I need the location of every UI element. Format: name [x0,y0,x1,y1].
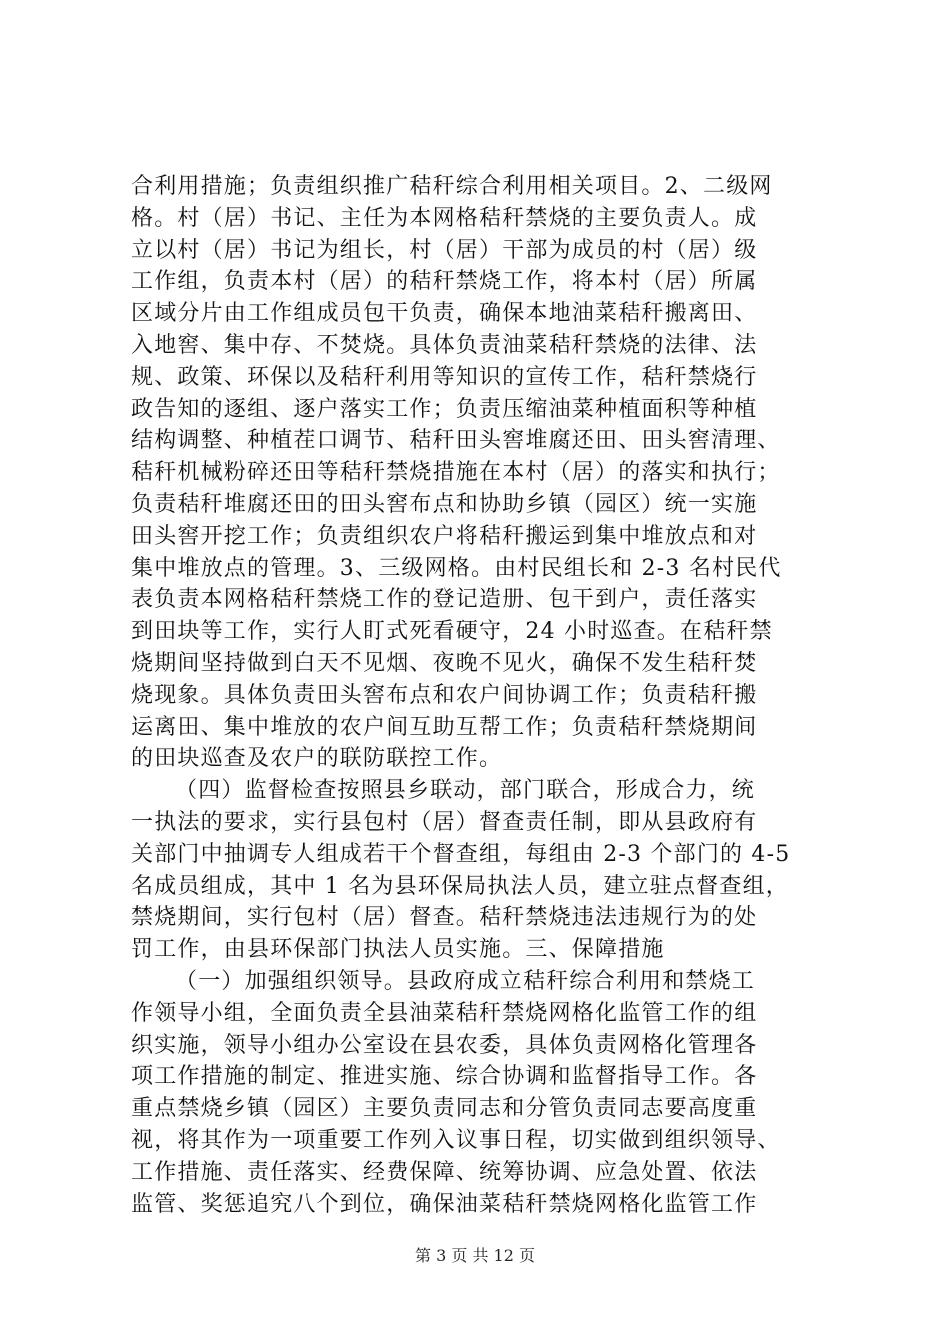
text-line: 重点禁烧乡镇（园区）主要负责同志和分管负责同志要高度重 [131,1096,758,1122]
text-line: 烧现象。具体负责田头窖布点和农户间协调工作；负责秸秆搬 [131,682,758,708]
text-line: 结构调整、种植茬口调节、秸秆田头窖堆腐还田、田头窖清理、 [131,428,781,454]
text-line: 罚工作，由县环保部门执法人员实施。三、保障措施 [131,937,665,963]
text-line: 格。村（居）书记、主任为本网格秸秆禁烧的主要负责人。成 [131,205,758,231]
text-line: 秸秆机械粉碎还田等秸秆禁烧措施在本村（居）的落实和执行； [131,460,781,486]
text-line: 合利用措施；负责组织推广秸秆综合利用相关项目。2、二级网 [131,174,773,199]
text-line: 田头窖开挖工作；负责组织农户将秸秆搬运到集中堆放点和对 [131,523,758,549]
text-line: 的田块巡查及农户的联防联控工作。 [131,746,503,772]
text-line: （一）加强组织领导。县政府成立秸秆综合利用和禁烧工 [175,968,756,994]
text-line: （四）监督检查按照县乡联动，部门联合，形成合力，统 [175,778,756,804]
text-line: 入地窖、集中存、不焚烧。具体负责油菜秸秆禁烧的法律、法 [131,332,758,358]
text-line: 规、政策、环保以及秸秆利用等知识的宣传工作，秸秆禁烧行 [131,364,758,390]
text-line: 名成员组成，其中 1 名为县环保局执法人员，建立驻点督查组， [131,873,789,899]
text-line: 一执法的要求，实行县包村（居）督查责任制，即从县政府有 [131,809,758,835]
text-line: 视，将其作为一项重要工作列入议事日程，切实做到组织领导、 [131,1127,781,1153]
text-line: 烧期间坚持做到白天不见烟、夜晚不见火，确保不发生秸秆焚 [131,650,758,676]
text-line: 运离田、集中堆放的农户间互助互帮工作；负责秸秆禁烧期间 [131,714,758,740]
text-line: 到田块等工作，实行人盯式死看硬守，24 小时巡查。在秸秆禁 [131,619,773,645]
text-line: 工作措施、责任落实、经费保障、统筹协调、应急处置、依法 [131,1159,758,1185]
text-line: 集中堆放点的管理。3、三级网格。由村民组长和 2-3 名村民代 [131,555,782,581]
text-line: 表负责本网格秸秆禁烧工作的登记造册、包干到户，责任落实 [131,587,758,613]
text-line: 织实施，领导小组办公室设在县农委，具体负责网格化管理各 [131,1032,758,1058]
text-line: 项工作措施的制定、推进实施、综合协调和监督指导工作。各 [131,1064,758,1090]
text-line: 区域分片由工作组成员包干负责，确保本地油菜秸秆搬离田、 [131,301,758,327]
text-line: 关部门中抽调专人组成若干个督查组，每组由 2-3 个部门的 4-5 [131,841,791,867]
document-body [131,171,831,1220]
text-line: 负责秸秆堆腐还田的田头窖布点和协助乡镇（园区）统一实施 [131,491,758,517]
text-line: 禁烧期间，实行包村（居）督查。秸秆禁烧违法违规行为的处 [131,905,758,931]
page-footer: 第 3 页 共 12 页 [415,1246,535,1265]
text-line: 作领导小组，全面负责全县油菜秸秆禁烧网格化监管工作的组 [131,1000,758,1026]
text-line: 监管、奖惩追究八个到位，确保油菜秸秆禁烧网格化监管工作 [131,1191,758,1217]
text-line: 工作组，负责本村（居）的秸秆禁烧工作，将本村（居）所属 [131,269,758,295]
text-line: 立以村（居）书记为组长，村（居）干部为成员的村（居）级 [131,237,758,263]
text-line: 政告知的逐组、逐户落实工作；负责压缩油菜种植面积等种植 [131,396,758,422]
